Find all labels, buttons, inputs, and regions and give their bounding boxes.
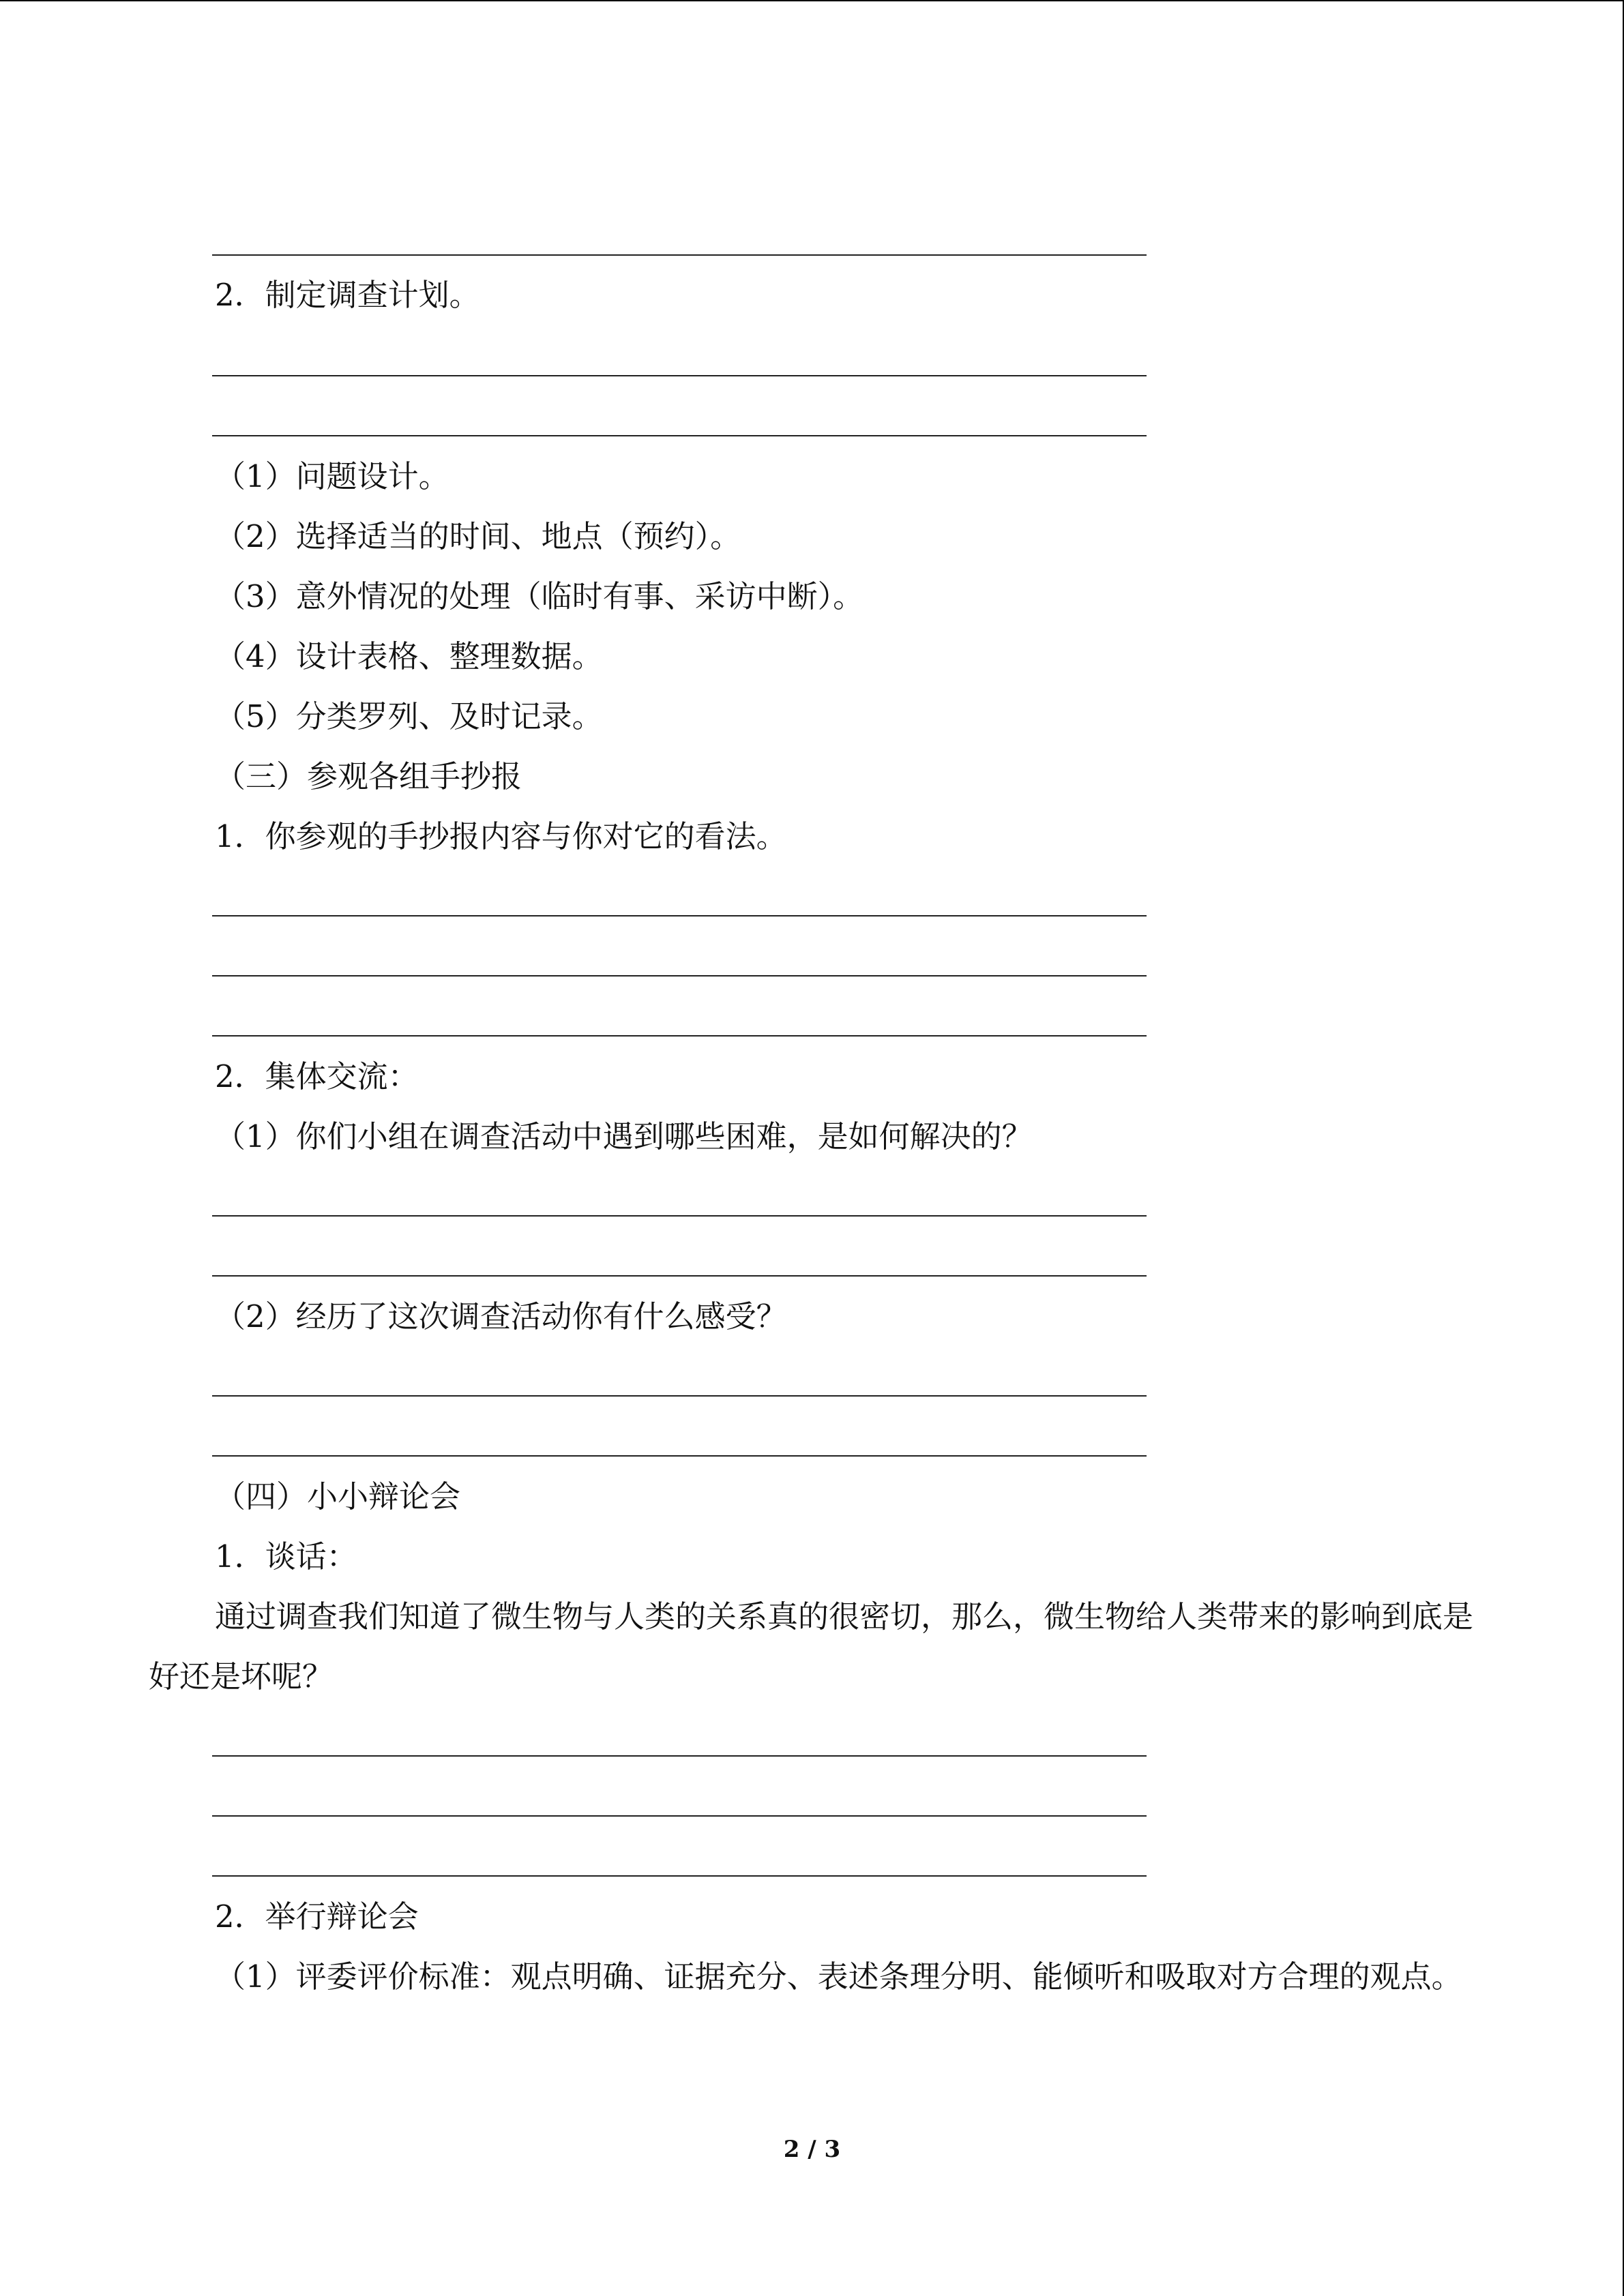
answer-line bbox=[212, 1815, 1147, 1817]
answer-line bbox=[212, 1035, 1147, 1037]
answer-line bbox=[212, 1275, 1147, 1277]
answer-line bbox=[212, 1455, 1147, 1457]
answer-line bbox=[212, 1875, 1147, 1877]
section-3-item-2: 2．集体交流： bbox=[215, 1058, 419, 1094]
plan-item-4: （4）设计表格、整理数据。 bbox=[215, 638, 603, 674]
answer-line bbox=[212, 375, 1147, 376]
section-3-heading: （三）参观各组手抄报 bbox=[215, 758, 522, 794]
step-2-heading: 2．制定调查计划。 bbox=[215, 277, 480, 313]
answer-line bbox=[212, 1215, 1147, 1217]
answer-line bbox=[212, 975, 1147, 976]
judging-criteria: （1）评委评价标准：观点明确、证据充分、表述条理分明、能倾听和吸取对方合理的观点。 bbox=[215, 1958, 1462, 1995]
answer-line bbox=[212, 1395, 1147, 1397]
plan-item-5: （5）分类罗列、及时记录。 bbox=[215, 698, 603, 734]
section-4-paragraph: 通过调查我们知道了微生物与人类的关系真的很密切，那么，微生物给人类带来的影响到底是好还是坏呢？ bbox=[149, 1598, 1474, 1695]
answer-line bbox=[212, 915, 1147, 916]
section-3-question-1: （1）你们小组在调查活动中遇到哪些困难，是如何解决的？ bbox=[215, 1118, 1033, 1154]
section-4-heading: （四）小小辩论会 bbox=[215, 1478, 461, 1515]
answer-line bbox=[212, 1755, 1147, 1757]
answer-line bbox=[212, 254, 1147, 256]
plan-item-3: （3）意外情况的处理（临时有事、采访中断）。 bbox=[215, 578, 864, 614]
plan-item-1: （1）问题设计。 bbox=[215, 458, 449, 494]
section-4-item-2: 2．举行辩论会 bbox=[215, 1898, 419, 1935]
answer-line bbox=[212, 435, 1147, 436]
page-number: 2 / 3 bbox=[783, 2136, 841, 2163]
section-3-item-1: 1．你参观的手抄报内容与你对它的看法。 bbox=[215, 818, 787, 854]
section-4-item-1: 1．谈话： bbox=[215, 1538, 357, 1575]
plan-item-2: （2）选择适当的时间、地点（预约）。 bbox=[215, 518, 741, 554]
section-3-question-2: （2）经历了这次调查活动你有什么感受？ bbox=[215, 1298, 787, 1335]
